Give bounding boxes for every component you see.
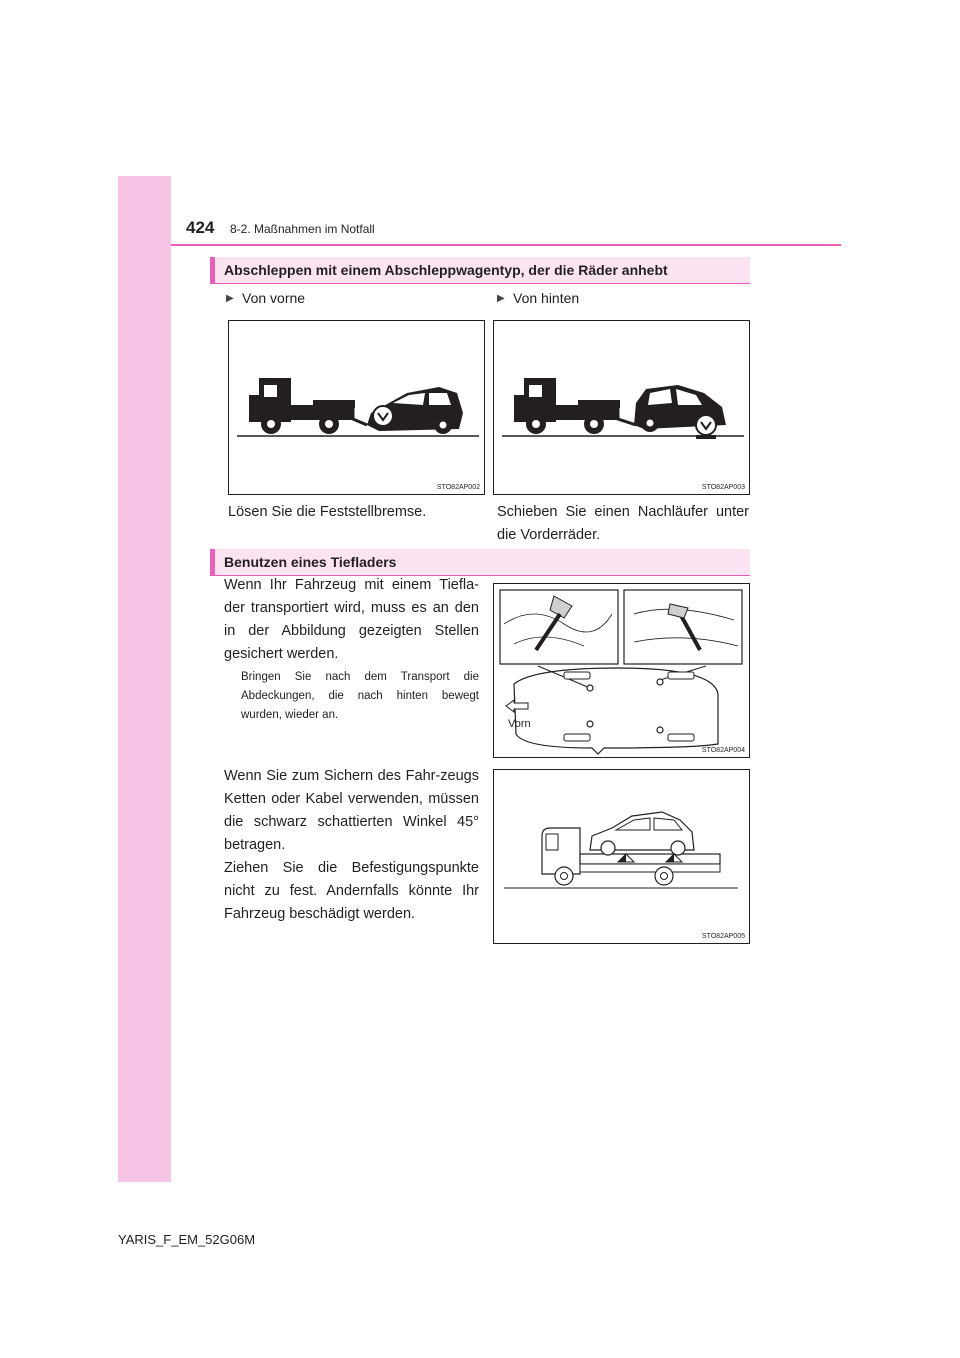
label-front: Vorn	[508, 718, 531, 730]
chapter-sidebar-tab	[118, 176, 171, 1182]
chapter-title: 8-2. Maßnahmen im Notfall	[230, 222, 375, 236]
paragraph-tie-down-warning: Ziehen Sie die Befestigungspunkte nicht zu fest. Andernfalls könnte Ihr Fahrzeug beschädigt werden.	[224, 860, 479, 922]
tow-truck-front-illustration	[229, 321, 484, 494]
subheading-rear: Von hinten	[513, 290, 580, 306]
tow-truck-rear-illustration	[494, 321, 749, 494]
figure-flatbed-truck	[493, 769, 750, 944]
figure-tow-front	[228, 320, 485, 495]
tie-down-points-illustration	[494, 584, 749, 757]
figure-tie-down-points	[493, 583, 750, 758]
figure-code: STO82AP003	[701, 484, 745, 491]
paragraph-flatbed-intro: Wenn Ihr Fahrzeug mit einem Tiefla-der transportiert wird, muss es an den in der Abbildung gezeigten Stellen gesichert werden.	[224, 577, 479, 662]
figure-code: STO82AP005	[701, 933, 745, 940]
note-covers: Bringen Sie nach dem Transport die Abdeckungen, die nach hinten bewegt wurden, wieder an.	[241, 671, 479, 721]
document-code: YARIS_F_EM_52G06M	[118, 1232, 256, 1247]
section-title: Benutzen eines Tiefladers	[224, 554, 397, 570]
bullet-triangle-icon: ▶	[497, 293, 505, 304]
section-heading-tow-truck	[210, 257, 750, 284]
flatbed-truck-illustration	[494, 770, 749, 943]
figure-code: STO82AP004	[701, 747, 745, 754]
figure-code: STO82AP002	[436, 484, 480, 491]
figure-tow-rear	[493, 320, 750, 495]
heading-accent-bar	[210, 257, 215, 283]
subheading-front: Von vorne	[242, 290, 306, 306]
caption-rear: Schieben Sie einen Nachläufer unter die Vorderräder.	[497, 504, 749, 543]
caption-front: Lösen Sie die Feststellbremse.	[228, 504, 427, 520]
section-title: Abschleppen mit einem Abschleppwagentyp, der die Räder anhebt	[224, 262, 668, 278]
section-heading-flatbed	[210, 549, 750, 576]
header-rule	[171, 244, 841, 246]
heading-accent-bar	[210, 549, 215, 575]
bullet-triangle-icon: ▶	[226, 293, 234, 304]
paragraph-chains-angle: Wenn Sie zum Sichern des Fahr-zeugs Ketten oder Kabel verwenden, müssen die schwarz schattierten Winkel 45° betragen.	[224, 768, 479, 853]
page-number: 424	[186, 218, 215, 237]
